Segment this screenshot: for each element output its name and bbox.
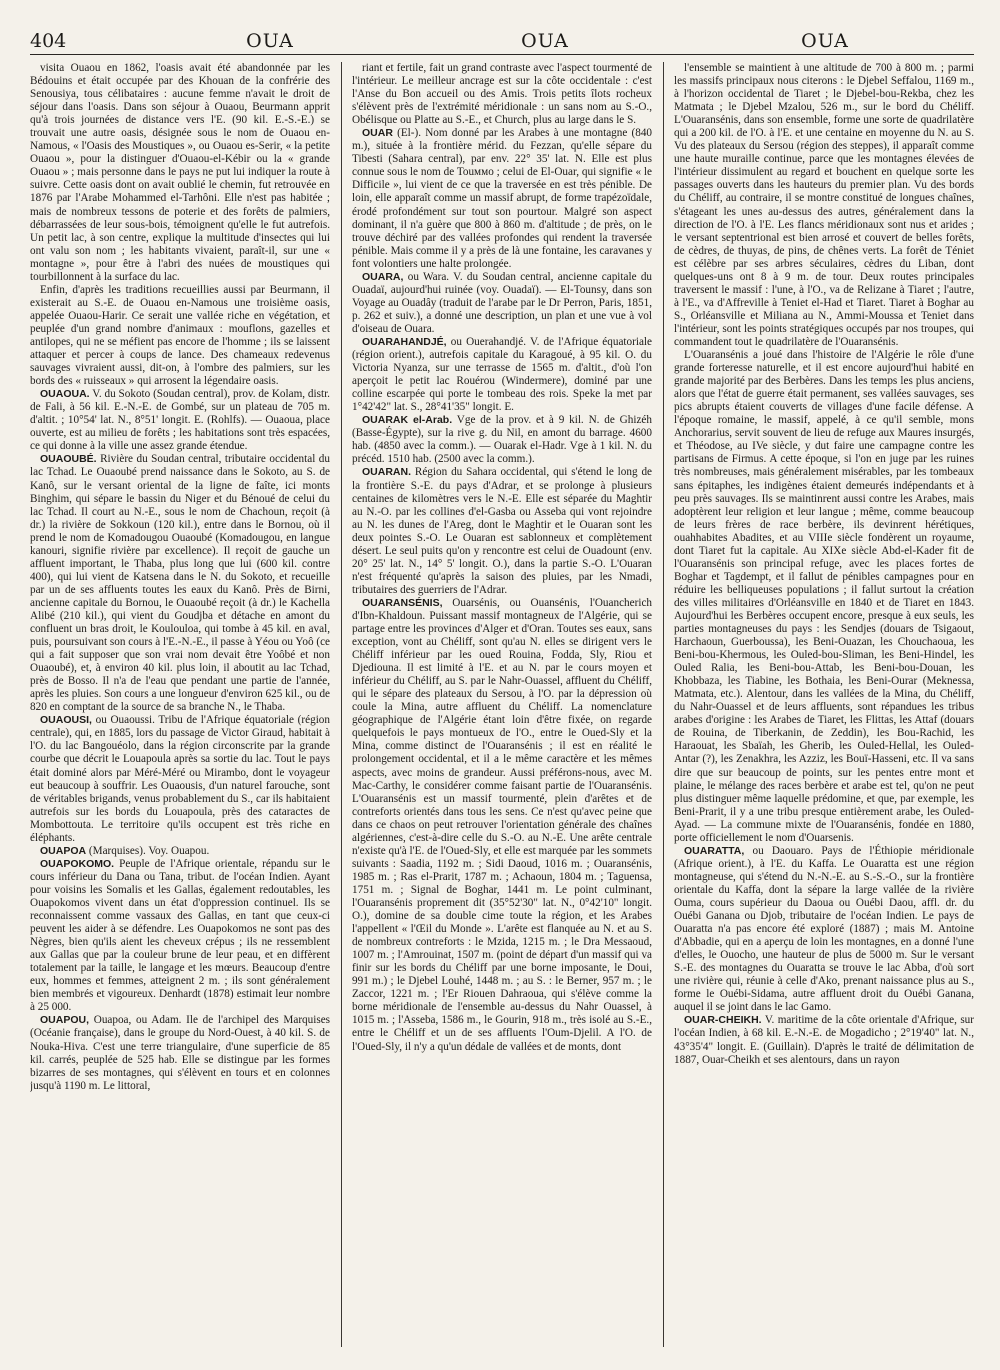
entry-text: V. maritime de la côte orientale d'Afrique, sur l'océan Indien, à 68 kil. E.-N.-E. de Mogadicho ; 2°19'40" lat. N., 43°35'4" longit. E. (Guillain). D'après le traité de délimitation de 1887, Ouar-Cheikh et ses alentours, dans un rayon	[674, 1014, 974, 1066]
entry-headword: OUAOUBÉ.	[40, 453, 97, 466]
entry-text: ou Daouaro. Pays de l'Éthiopie méridionale (Afrique orient.), à l'E. du Kaffa. Le Ouaratta est une région montagneuse, qui s'étend du N.-N.-E. au S.-S.-O., sur la frontière orientale du Kaffa, dont la sépare la large vallée de la rivière Ouma, cours supérieur du Daoua ou Ouébi Daou, affl. dr. du Ouébi Ganana ou Djob, tributaire de l'océan Indien. Le pays de Ouaratta n'a pas encore été exploré (1887) ; mais M. Antoine d'Abbadie, qui en a aperçu de loin les montagnes, en a donné l'une d'elles, le Ouocho, une hauteur de plus de 5000 m. Sur le versant S.-E. des montagnes du Ouaratta se trouve le lac Abba, d'où sort une rivière qui, réunie à celle d'Ako, prenant naissance plus au S., forme le Ouébi-Sidama, autre affluent droit du Ouébi Ganana, auquel il se joint dans le lac Gamo.	[674, 844, 974, 1014]
paragraph	[30, 62, 330, 284]
entry-text: Rivière du Soudan central, tributaire occidental du lac Tchad. Le Ouaoubé prend naissance dans le Sokoto, au S. de Kanô, sur le versant oriental de la ligne de faîte, ici monts Binghim, qui sépare le bassin du Niger et du Bénoué de celui du lac Tchad. Il court au N.-E., sous le nom de Chachoun, reçoit (à dr.) la rivière de Sokkoun (120 kil.), entre dans le Bornou, où il prend le nom de Komadougou Ouaoubé (Komadougou, en langue kanouri, signifie rivière par excellence). Il reçoit de gauche un affluent important, le Thaba, plus long que lui (600 kil. contre 400), qui lui vient de Katsena dans le N. du Sokoto, et recueille par un de ses affluents toutes les eaux du Kanô. Près de Birni, ancienne capitale du Bornou, le Ouaoubé reçoit (à dr.) le Kachella Alibé (210 kil.), qui vient du Goudjba et détache en amont du confluent un bras droit, le Koulouloa, qui tombe à 45 kil. en aval, puis, poursuivant son cours à l'E.-N.-E., il passe à Yéou ou Yoô (ce qui a fait supposer que son vrai nom devait être Yoôbé et non Ouaoubé), et, à environ 40 kil. plus loin, il aboutit au lac Tchad, près de Bosso. Il n'a de l'eau que pendant une partie de l'année, après les pluies. Son cours a une longueur d'environ 625 kil., ou de 820 en comptant de la source de sa branche N., le Thaba.	[30, 453, 330, 714]
running-head-left: OUA	[246, 30, 294, 52]
entry-text: Région du Sahara occidental, qui s'étend le long de la frontière S.-E. du pays d'Adrar, et se prolonge à plusieurs centaines de kilomètres vers le N.-E. Elle est séparée du Maghtir au N.-O. par les collines d'el-Gasba ou Asseba qui vont rejoindre au N. les dunes de l'Areg, dont le Maghtir et le Ouaran sont les deux pointes S.-O. Le Ouaran est sablonneux et complètement désert. Le seul puits qu'on y rencontre est celui de Ouadount (env. 20° 25' lat. N., 14° 5' longit. O.), dans la partie S.-O. L'Ouaran n'est fréquenté qu'après la saison des pluies, par les Nmadi, tributaires des guerriers de l'Adrar.	[352, 466, 652, 596]
entry-text: (El-). Nom donné par les Arabes à une montagne (840 m.), située à la frontière mérid. du Fezzan, qu'elle sépare du Tibesti (Sahara central), par env. 22° 35' lat. N. Elle est plus connue sous le nom de Touммо ; celui de El-Ouar, qui signifie « le Difficile », lui vient de ce que la traversée en est très pénible. De loin, elle apparaît comme un massif abrupt, de forme trapézoïdale, érodé profondément sur tout son pourtour. Malgré son aspect dominant, il n'a guère que 800 à 860 m. d'altitude ; de près, on le trouve déchiré par des vallées profondes qui rendent la traversée pénible. Mais comme il y a près de là une fontaine, les caravanes y font volontiers une halte prolongée.	[352, 127, 652, 270]
column-2	[352, 62, 652, 1352]
dictionary-entry	[352, 466, 652, 596]
dictionary-entry	[352, 336, 652, 414]
column-1	[30, 62, 330, 1352]
entry-headword: OUAOUSI,	[40, 714, 92, 727]
dictionary-entry	[30, 858, 330, 1015]
entry-text: Ouarsénis, ou Ouansénis, l'Ouancherich d'Ibn-Khaldoun. Puissant massif montagneux de l'Algérie, qui se partage entre les provinces d'Alger et d'Oran. Toutes ses eaux, sans exception, vont au Chéliff, sont qu'au N. elles se dirigent vers le Chéliff inférieur par les oued Rouina, Fodda, Sly, Riou et Djediouna. Il est limité à l'E. et au N. par le cours moyen et inférieur du Chéliff, au S. par le Nahr-Ouassel, affluent du Chéliff, qui le sépare des plateaux du Sersou, à l'O. par la dépression où coule la Mina, autre affluent du Chéliff. La nomenclature géographique de l'Algérie étant loin d'être fixée, on regarde quelquefois le pays montueux de l'O., entre le Oued-Sly et la Mina, comme distinct de l'Ouaransénis ; il est en réalité le prolongement occidental, et il a le même caractère et les mêmes aspects, avec moins de grandeur. Aussi préférons-nous, avec M. Mac-Carthy, le considérer comme faisant partie de l'Ouaransénis. L'Ouaransénis est un massif tourmenté, plein d'arêtes et de contreforts orientés dans tous les sens. Ce n'est qu'avec peine que dans ce chaos on peut retrouver l'orientation générale des chaînes algériennes, c'est-à-dire celle du S.-O. au N.-E. Une arête centrale n'existe qu'à l'E. de l'Oued-Sly, et elle est marquée par les sommets suivants : Saadia, 1192 m. ; Sidi Daoud, 1016 m. ; Ouaransénis, 1985 m. ; Ras el-Prarit, 1787 m. ; Achaoun, 1804 m. ; Taguensa, 1751 m. ; Signal de Boghar, 1441 m. Le point culminant, l'Ouaransénis proprement dit (35°52'30" lat. N., 0°42'10" longit. O.), domine de sa double cime toute la région, et les Arabes l'appellent « l'Œil du Monde ». L'arête est flanquée au N. et au S. de nombreux contreforts : le Mzida, 1215 m. ; le Dra Messaoud, 1007 m. ; l'Amrouinat, 1507 m. (point de départ d'un massif qui va finir sur les bords du Chéliff par une borne imposante, le Doui, 991 m.) ; le Djebel Louhé, 1448 m. ; au S. : le Berner, 957 m. ; le Zaccor, 1221 m. ; l'Er Riouen Dahraoua, qui s'élève comme la borne méridionale de l'ensemble au-dessus du Nahr Ouassel, à 1015 m. ; l'Asseba, 1586 m., le Gourin, 918 m., très isolé au S.-E., entre le Chéliff et un de ses affluents l'Oum-Djelil. A l'O. de l'Oued-Sly, il n'y a qu'un dédale de vallées et de monts, dont	[352, 596, 652, 1053]
entry-text: ou Ouerahandjé. V. de l'Afrique équatoriale (région orient.), autrefois capitale du Karagoué, à 95 kil. O. du Victoria Nyanza, sur une terrasse de 1565 m. d'altit., d'où l'on aperçoit le petit lac Rouérou (Windermere), dominé par une colline escarpée qui porte le tombeau des rois. Speke la met par 1°42'42" lat. S., 28°41'35" longit. E.	[352, 335, 652, 414]
page-header	[30, 22, 974, 55]
text-columns	[30, 62, 974, 1352]
entry-headword: OUAPOU,	[40, 1014, 90, 1027]
entry-text: Enfin, d'après les traditions recueillies aussi par Beurmann, il existerait au S.-E. de Ouaou en-Namous une troisième oasis, appelée Ouaou-Harir. Ce serait une vallée riche en végétation, et peuplée d'un grand nombre d'animaux : mouflons, gazelles et antilopes, qui ne se méfient pas encore de l'homme ; ils se laissent attaquer et percer à coups de lance. Des chameaux redevenus sauvages vivraient aussi, dit-on, à l'ombre des palmiers, sur les bords des « ruisseaux » qui arrosent la légendaire oasis.	[30, 283, 330, 388]
dictionary-entry	[352, 271, 652, 336]
entry-text: Peuple de l'Afrique orientale, répandu sur le cours inférieur du Dana ou Tana, tribut. de l'océan Indien. Ayant pour voisins les Somalis et les Gallas, également redoutables, les Ouapokomos vivent dans un état d'oppression continuel. Ils se reconnaissent comme vassaux des Gallas, en tant que ceux-ci peuvent les aider à se défendre. Les Ouapokomos ne sont pas des Nègres, bien qu'ils aient les cheveux crépus ; ils ne ressemblent aux Gallas que par la couleur brune de leur peau, et en diffèrent totalement par la taille, le langage et les mœurs. Beaucoup d'entre eux, hommes et femmes, atteignent 2 m. ; ils sont généralement bien membrés et vigoureux. Denhardt (1878) estimait leur nombre à 25 000.	[30, 857, 330, 1014]
entry-text: (Marquises). Voy. Ouapou.	[88, 844, 210, 857]
dictionary-entry	[352, 127, 652, 271]
paragraph	[674, 62, 974, 349]
entry-headword: OUARATTA,	[684, 844, 745, 857]
column-3	[674, 62, 974, 1352]
entry-text: visita Ouaou en 1862, l'oasis avait été abandonnée par les Bédouins et était occupée par des Khouan de la confrérie des Senousiya, tous célibataires : aucune femme n'avait le droit de séjour dans l'oasis. Dans son séjour à Ouaou, Beurmann apprit qu'à trois journées de distance vers l'E. (90 kil. E.-S.-E.) se trouvait une autre oasis, désignée sous le nom de Ouaou en-Namous, « l'Oasis des Moustiques », ou Ouaou es-Serir, « la petite Ouaou », pour la distinguer d'Ouaou-el-Kébir ou la « grande Ouaou » ; mais personne dans le pays ne put lui indiquer la route à suivre. Cette oasis dont on avait oublié le chemin, fut retrouvée en 1876 par l'Arabe Mohammed el-Tarhôni. Elle n'est pas habitée ; mais de nombreux tessons de poterie et des forêts de palmiers, débarrassées de leur sous-bois, témoignent qu'elle le fut autrefois. Un petit lac, à son centre, explique la multitude d'insectes qui lui ont valu son nom ; les habitants vivaient, paraît-il, sur une « montagne », pour être à l'abri des nuées de moustiques qui tourbillonnent à la surface du lac.	[30, 62, 330, 283]
entry-headword: OUARANSÉNIS,	[362, 596, 443, 609]
dictionary-page	[30, 22, 974, 1352]
paragraph	[352, 62, 652, 127]
dictionary-entry	[30, 453, 330, 714]
entry-headword: OUAOUA.	[40, 388, 90, 401]
dictionary-entry	[674, 845, 974, 1015]
entry-headword: OUARAN.	[362, 466, 411, 479]
dictionary-entry	[352, 597, 652, 1054]
page-number: 404	[30, 30, 67, 52]
entry-headword: OUAR-CHEIKH.	[684, 1014, 762, 1027]
dictionary-entry	[30, 845, 330, 858]
entry-text: L'Ouaransénis a joué dans l'histoire de l'Algérie le rôle d'une grande forteresse naturelle, et il est encore aujourd'hui habité en grande majorité par des Berbères. Dans les temps les plus anciens, alors que l'état de guerre était permanent, ses vallées sauvages, ses pics abrupts étaient couverts de villages d'une facile défense. A l'époque romaine, le massif, appelé, à ce qu'il semble, mons Anchorarius, servit souvent de lieu de refuge aux Maures insurgés, et Théodose, au IVe siècle, y dut faire une campagne contre les partisans de Firmus. A cette époque, si l'on en juge par les ruines très nombreuses, mais généralement misérables, par les tombeaux sans épitaphes, les indigènes étaient demeurés indépendants et à peu près sauvages. Ils se maintinrent aussi contre les Arabes, mais adoptèrent leur religion et leur langue ; même, comme beaucoup de leurs frères de race berbère, ils devinrent hérétiques, ouahhabites Abadites, et au VIIIe siècle fondèrent un royaume, dont Tiaret fut la capitale. Au XIXe siècle Abd-el-Kader fit de l'Ouaransénis son principal refuge, avec les places fortes de Boghar et Tagdempt, et il fallut de pénibles campagnes pour en réduire les belliqueuses populations ; il fallut surtout la création des villes militaires d'Orléansville en 1840 et de Tiaret en 1843. Aujourd'hui les Berbères occupent encore, presque à eux seuls, les parties montagneuses du pays : les Sendjes (douars de Tsigaout, Harchaoun, Guerboussa), les Beni-Ouazan, les Chouchaoua, les Beni-bou-Khermous, les Ouled-bou-Sliman, les Beni-Hindel, les Ouled Ralia, les Beni-bou-Attab, les Beni-bou-Douan, les Khobbaza, les Tiabine, les Bothaia, les Beni-Ourar (Meknessa, Matmata, etc.). Alentour, dans les vallées de la Mina, du Chéliff, du Nahr-Ouassel et de leurs affluents, sont répandues les tribus arabes d'origine : les Arabes de Tiaret, les Flittas, les Attaf (douars de Rouina, de Tiberkanin, de Zeddin), les Bou-Rachid, les Haraouat, les Sbaïah, les Gherib, les Ouled-Hellal, les Ouled-Antar (?), les Zenakhra, les Azziz, les Bouï-Hasseni, etc. Il va sans dire que sur beaucoup de points, sur les pentes entre mont et plaine, le mélange des races berbère et arabe est tel, qu'on ne peut plus distinguer même laquelle prédomine, et que, par exemple, les Beni-Prarit, il y a une tribu presque entièrement arabe, les Ouled-Ayad. — La commune mixte de l'Ouaransénis, fondée en 1880, porte officiellement le nom d'Ouarsenis.	[674, 349, 974, 844]
entry-text: l'ensemble se maintient à une altitude de 700 à 800 m. ; parmi les massifs principaux nous citerons : le Djebel Seffalou, 1169 m., à l'horizon occidental de Tiaret ; le Djebel-bou-Rekba, chez les Matmata ; le Djebel Mzalou, 526 m., sur le bord du Chéliff. L'Ouaransénis, dans son ensemble, forme une sorte de quadrilatère qui a 200 kil. de l'O. à l'E. et une centaine en moyenne du N. au S. Vu des plateaux du Sersou (région des steppes), il apparaît comme une haute muraille continue, parce que les montagnes élevées de l'intérieur dissimulent au regard et bouchent en quelque sorte les passages ouverts dans les hauteurs du premier plan. Vu des bords du Chéliff, au contraire, il se montre constitué de longues chaînes, s'étageant les unes au-dessus des autres, généralement dans la direction de l'O. à l'E. Les flancs méridionaux sont nus et arides ; le versant septentrional est bien arrosé et couvert de belles forêts, de cèdres, de thuyas, de pins, de chênes verts. La forêt de Téniet est célèbre par ses arbres séculaires, cèdres du Liban, dont quelques-uns ont 8 à 9 m. de tour. Deux routes principales traversent le massif : l'une, à l'O., va de Relizane à Tiaret ; l'autre, à l'E., va d'Affreville à Teniet el-Had et Tiaret. Tiaret à Boghar au S., Orléansville et Miliana au N., Ammi-Moussa et Teniet dans l'intérieur, sont les points stratégiques occupés par nos troupes, qui commandent tout le quadrilatère de l'Ouaransénis.	[674, 62, 974, 348]
dictionary-entry	[30, 714, 330, 844]
running-head-center: OUA	[521, 30, 569, 52]
entry-headword: OUARAK el-Arab.	[362, 414, 453, 427]
entry-headword: OUARAHANDJÉ,	[362, 335, 447, 348]
entry-text: Ouapoa, ou Adam. Ile de l'archipel des Marquises (Océanie française), dans le groupe du Nord-Ouest, à 40 kil. S. de Nouka-Hiva. C'est une terre triangulaire, d'une superficie de 85 kil. carrés, peuplée de 525 hab. Elle se distingue par les formes bizarres de ses montagnes, qui s'élèvent en tours et en colonnes jusqu'à 1190 m. Le littoral,	[30, 1014, 330, 1092]
dictionary-entry	[30, 1014, 330, 1092]
entry-text: ou Ouaoussi. Tribu de l'Afrique équatoriale (région centrale), qui, en 1885, lors du passage de Victor Giraud, habitait à l'O. du lac Bangouéolo, dans la région circonscrite par la grande courbe que décrit le Louapoula après sa sortie du lac. Tout le pays était dominé alors par Méré-Méré ou Mirambo, dont le voyageur eut beaucoup à souffrir. Les Ouaousis, d'un naturel farouche, sont de véritables brigands, venus probablement du S., car ils habitaient autrefois sur les bords du Louapoula, près des cataractes de Mombottouta. Le territoire qu'ils occupent est très riche en éléphants.	[30, 714, 330, 844]
entry-text: ou Wara. V. du Soudan central, ancienne capitale du Ouadaï, aujourd'hui ruinée (voy. Ouadaï). — El-Tounsy, dans son Voyage au Ouadây (traduit de l'arabe par le Dr Perron, Paris, 1851, p. 262 et suiv.), a donné une description, un plan et une vue à vol d'oiseau de Ouara.	[352, 270, 652, 335]
entry-text: riant et fertile, fait un grand contraste avec l'aspect tourmenté de l'intérieur. Le meilleur ancrage est sur la côte occidentale : c'est l'Anse du Bon accueil ou des Amis. Trois petits îlots rocheux s'élèvent près de l'extrémité méridionale : un sans nom au S.-O., Obélisque ou Platte au S.-E., et Church, plus au large dans le S.	[352, 62, 652, 127]
entry-headword: OUAPOKOMO.	[40, 857, 115, 870]
entry-headword: OUARA,	[362, 270, 404, 283]
entry-text: Vge de la prov. et à 9 kil. N. de Ghizéh (Basse-Égypte), sur la rive g. du Nil, en amont du barrage. 4600 hab. (4850 avec la comm.). — Ouarak el-Hadr. Vge à 1 kil. N. du précéd. 1510 hab. (2500 avec la comm.).	[352, 414, 652, 466]
dictionary-entry	[30, 388, 330, 453]
paragraph	[674, 349, 974, 845]
dictionary-entry	[674, 1014, 974, 1066]
dictionary-entry	[352, 414, 652, 466]
entry-text: V. du Sokoto (Soudan central), prov. de Kolam, distr. de Fali, à 56 kil. E.-N.-E. de Gombé, sur un plateau de 705 m. d'altit. ; 10°54' lat. N., 8°51' longit. E. (Rohlfs). — Ouaoua, place ouverte, est au milieu de forêts ; les habitations sont très espacées, ce qui donne à la ville une assez grande étendue.	[30, 388, 330, 453]
running-head-right: OUA	[801, 30, 849, 52]
entry-headword: OUAPOA	[40, 844, 87, 857]
entry-headword: OUAR	[362, 127, 393, 140]
paragraph	[30, 284, 330, 388]
